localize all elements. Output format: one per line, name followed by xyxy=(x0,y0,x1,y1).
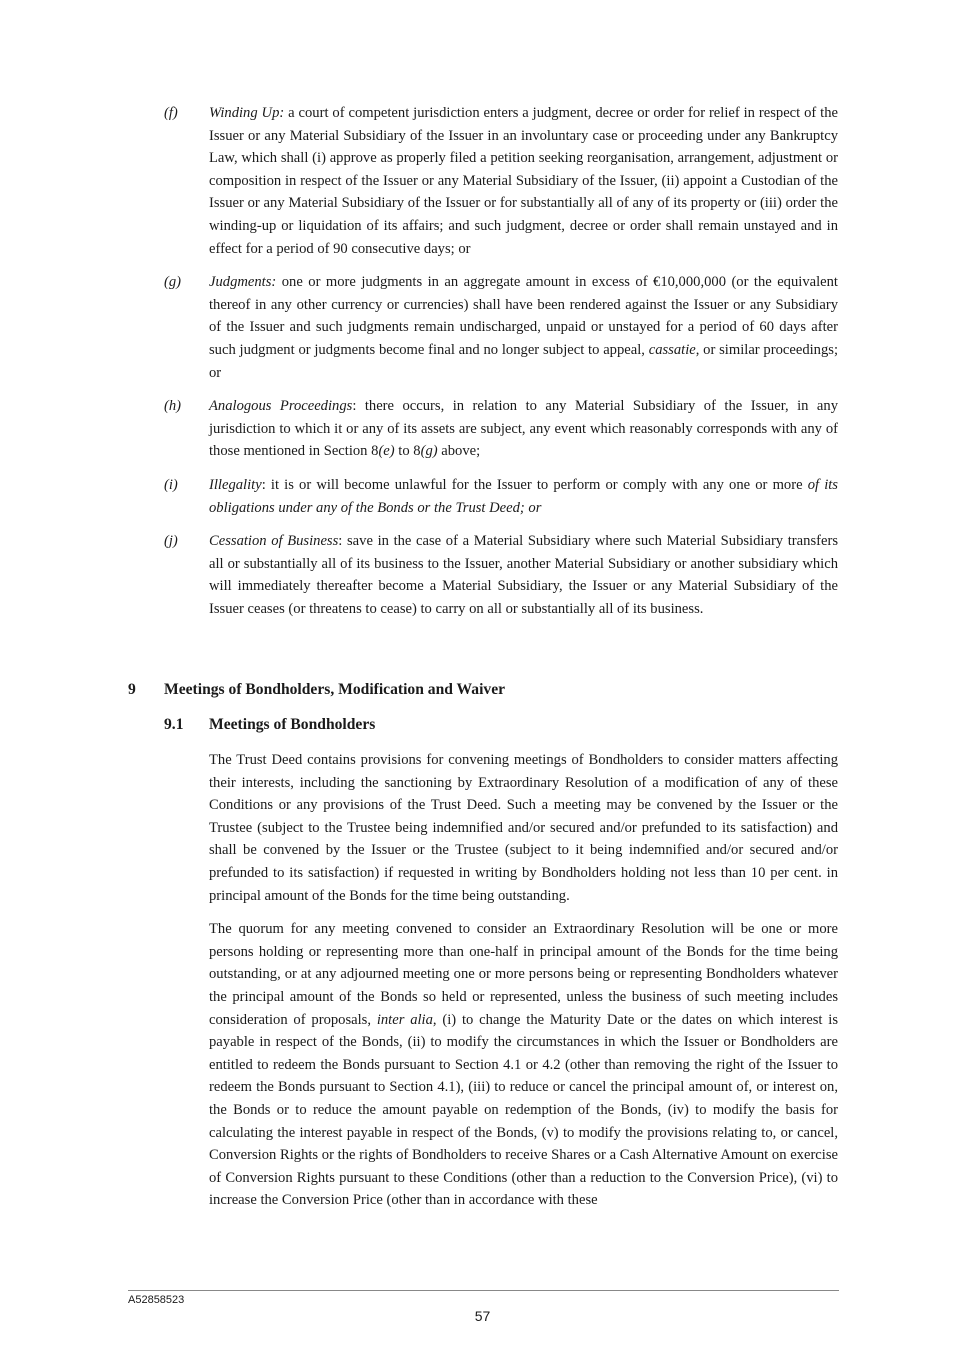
item-text: : it is or will become unlawful for the Issuer to perform or comply with any one or more xyxy=(261,476,808,493)
item-text: one or more judgments in an aggregate amount in excess of €10,000,000 (or the equivalent thereof in any other currency or currencies) shall have been rendered against the Issuer or any Subsidiary of the Issuer and such judgments remain undischarged, unpaid or unstayed for a period of 60 days after such judgment or judgments become final and no longer subject to appeal, xyxy=(209,274,838,358)
subsection-title: Meetings of Bondholders xyxy=(209,716,376,733)
section-body xyxy=(209,749,838,1223)
item-text: , or similar proceedings; or xyxy=(209,341,838,381)
item-number: (f) xyxy=(164,105,178,121)
item-heading: Cessation of Business xyxy=(209,533,339,550)
section-number: 9 xyxy=(128,681,136,698)
section-title: Meetings of Bondholders, Modification and Waiver xyxy=(164,681,506,698)
item-text: : there occurs, in relation to any Material Subsidiary of the Issuer, in any jurisdiction to which it or any of its assets are subject, any event which reasonably corresponds with any of those mentioned in Section 8 xyxy=(209,398,838,460)
paragraph-text-italic: inter alia xyxy=(376,1011,433,1028)
paragraph-text: The Trust Deed contains provisions for convening meetings of Bondholders to consider matters affecting their interests, including the sanctioning by Extraordinary Resolution of a modification of any of these Conditions or any provisions of the Trust Deed. Such a meeting may be convened by the Issuer or the Trustee (subject to the Trustee being indemnified and/or secured and/or prefunded to its satisfaction) and shall be convened by the Issuer or the Trustee (subject to it being indemnified and/or secured and/or prefunded to its satisfaction) if requested in writing by Bondholders holding not less than 10 per cent. in principal amount of the Bonds for the time being outstanding. xyxy=(209,752,838,904)
item-number: (g) xyxy=(164,274,182,291)
list-item-j xyxy=(164,530,838,620)
list-item-f xyxy=(164,102,838,260)
document-id: A52858523 xyxy=(128,1294,185,1306)
paragraph xyxy=(209,749,838,907)
item-number: (j) xyxy=(164,533,178,550)
item-text: a court of competent jurisdiction enters a judgment, decree or order for relief in respect of the Issuer or any Material Subsidiary of the Issuer in an involuntary case or proceeding under any Bankruptcy Law, which shall (i) approve as properly filed a petition seeking reorganisation, arrangement, adjustment or composition in respect of the Issuer or any Material Subsidiary of the Issuer, (ii) appoint a Custodian of the Issuer or any Material Subsidiary of the Issuer or for substantially all of any of its property or (iii) order the winding-up or liquidation of its affairs; and such judgment, decree or order shall remain unstayed and in effect for a period of 90 consecutive days; or xyxy=(209,105,838,257)
item-text: to 8 xyxy=(394,443,421,460)
paragraph-text: The quorum for any meeting convened to consider an Extraordinary Resolution will be one or more persons holding or representing more than one-half in principal amount of the Bonds for the time being outstanding, or at any adjourned meeting one or more persons being or representing Bondholders whatever the principal amount of the Bonds so held or represented, unless the business of such meeting includes consideration of proposals, xyxy=(209,921,838,1028)
item-text-italic: (e) xyxy=(378,443,395,460)
list-item-g xyxy=(164,271,838,384)
item-heading: Winding Up: xyxy=(209,105,285,121)
item-number: (h) xyxy=(164,398,182,415)
item-text-italic: cassatie xyxy=(648,341,696,358)
subsection-number: 9.1 xyxy=(164,716,184,733)
item-text-italic: (g) xyxy=(420,443,438,460)
event-of-default-list xyxy=(164,102,838,631)
paragraph xyxy=(209,918,838,1212)
paragraph-text: , (i) to change the Maturity Date or the dates on which interest is payable in respect of the Bonds, (ii) to modify the circumstances in which the Issuer or Bondholders are entitled to redeem the Bonds pursuant to Section 4.1 or 4.2 (other than removing the right of the Issuer to redeem the Bonds pursuant to Section 4.1), (iii) to reduce or cancel the principal amount of, or interest on, the Bonds or to reduce the amount payable on redemption of the Bonds, (iv) to modify the basis for calculating the interest payable in respect of the Bonds, (v) to modify the provisions relating to, or cancel, Conversion Rights or the rights of Bondholders to receive Shares or a Cash Alternative Amount on exercise of Conversion Rights pursuant to these Conditions (other than a reduction to the Conversion Price), (vi) to increase the Conversion Price (other than in accordance with these xyxy=(209,1011,839,1209)
list-item-i xyxy=(164,474,838,519)
item-text: above; xyxy=(437,443,481,460)
item-heading: Analogous Proceedings xyxy=(209,398,353,415)
item-heading: Illegality xyxy=(209,476,262,493)
item-heading: Judgments: xyxy=(209,274,277,291)
item-text-italic: of its obligations under any of the Bonds or the Trust Deed; or xyxy=(209,476,838,516)
item-text: : save in the case of a Material Subsidiary where such Material Subsidiary transfers all or substantially all of its business to the Issuer, another Material Subsidiary or another subsidiary which will immediately thereafter become a Material Subsidiary, the Issuer or any Material Subsidiary of the Issuer ceases (or threatens to cease) to carry on all or substantially all of its business. xyxy=(209,533,838,617)
page-number: 57 xyxy=(474,1308,491,1324)
item-number: (i) xyxy=(164,476,178,493)
footer-divider xyxy=(128,1290,839,1291)
list-item-h xyxy=(164,395,838,463)
